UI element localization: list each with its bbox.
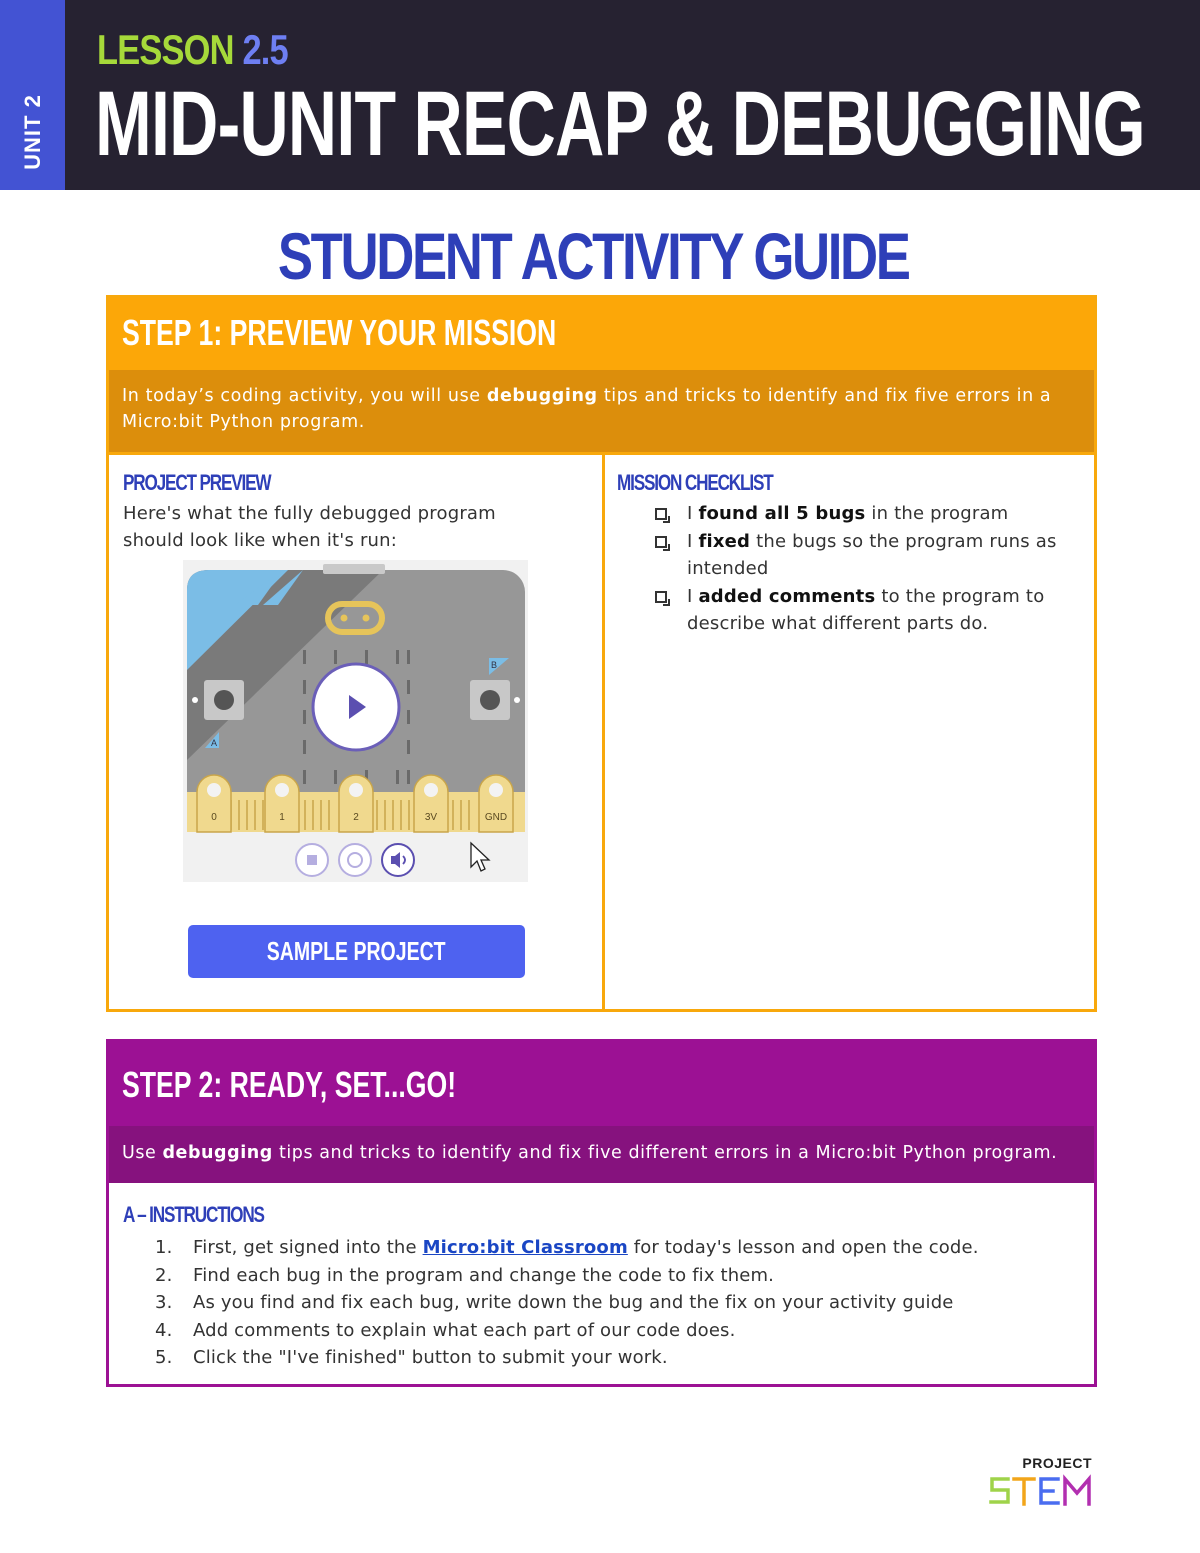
logo-project-text: PROJECT xyxy=(1022,1455,1092,1471)
checklist-item: I found all 5 bugs in the program xyxy=(655,500,1075,528)
checklist-item: I fixed the bugs so the program runs as intended xyxy=(655,528,1075,583)
microbit-simulator xyxy=(183,560,528,882)
step2-heading: STEP 2: READY, SET...GO! xyxy=(122,1064,457,1105)
button-b-label: B xyxy=(491,660,498,670)
lesson-word: LESSON xyxy=(97,26,234,73)
pin-label: 0 xyxy=(211,812,217,823)
sample-project-button[interactable]: SAMPLE PROJECT xyxy=(188,925,525,978)
column-divider xyxy=(602,452,605,1012)
mouse-cursor-icon xyxy=(471,843,489,871)
lesson-number xyxy=(97,26,288,74)
checkbox-icon[interactable] xyxy=(655,536,667,548)
pin-label: 2 xyxy=(353,812,359,823)
mission-checklist xyxy=(655,500,1075,638)
unit-label: UNIT 2 xyxy=(19,94,45,170)
restart-button xyxy=(339,844,371,876)
checklist-item: I added comments to the program to describe what different parts do. xyxy=(655,583,1075,638)
list-item: 4. Add comments to explain what each part of our code does. xyxy=(155,1319,736,1341)
list-item: 5. Click the "I've finished" button to submit your work. xyxy=(155,1347,668,1369)
step2-section xyxy=(106,1039,1097,1387)
step2-header xyxy=(109,1042,1094,1126)
checklist-heading: MISSION CHECKLIST xyxy=(617,470,773,495)
checkbox-icon[interactable] xyxy=(655,591,667,603)
microbit-classroom-link[interactable]: Micro:bit Classroom xyxy=(422,1237,628,1258)
step1-intro: In today’s coding activity, you will use debugging tips and tricks to identify and fix five errors in a Micro:bit Python program. xyxy=(109,370,1094,452)
guide-title: STUDENT ACTIVITY GUIDE xyxy=(277,219,909,293)
instructions-heading: A – INSTRUCTIONS xyxy=(123,1202,264,1227)
pin-label: GND xyxy=(484,812,508,823)
page-header xyxy=(0,0,1200,190)
page-title: MID-UNIT RECAP & DEBUGGING xyxy=(95,73,1145,175)
step2-intro: Use debugging tips and tricks to identify and fix five different errors in a Micro:bit Python program. xyxy=(109,1126,1094,1183)
unit-tab xyxy=(0,0,65,190)
pin-label: 1 xyxy=(279,812,285,823)
instructions-list xyxy=(155,1234,1055,1372)
step1-header xyxy=(109,298,1094,370)
project-stem-logo xyxy=(986,1455,1096,1515)
button-a-label: A xyxy=(211,738,218,748)
preview-text: Here's what the fully debugged program should look like when it's run: xyxy=(123,503,496,551)
list-item: 1. First, get signed into the Micro:bit Classroom for today's lesson and open the code. xyxy=(155,1237,979,1258)
stem-logo-icon xyxy=(986,1455,1096,1515)
stop-icon xyxy=(307,855,317,865)
microbit-illustration xyxy=(183,560,528,882)
checkbox-icon[interactable] xyxy=(655,508,667,520)
step1-section xyxy=(106,295,1097,1012)
preview-heading: PROJECT PREVIEW xyxy=(123,470,271,495)
list-item: 3. As you find and fix each bug, write down the bug and the fix on your activity guide xyxy=(155,1292,954,1314)
step1-heading: STEP 1: PREVIEW YOUR MISSION xyxy=(122,312,557,353)
list-item: 2. Find each bug in the program and change the code to fix them. xyxy=(155,1264,775,1286)
lesson-num: 2.5 xyxy=(242,26,288,73)
pin-label: 3V xyxy=(424,812,438,823)
